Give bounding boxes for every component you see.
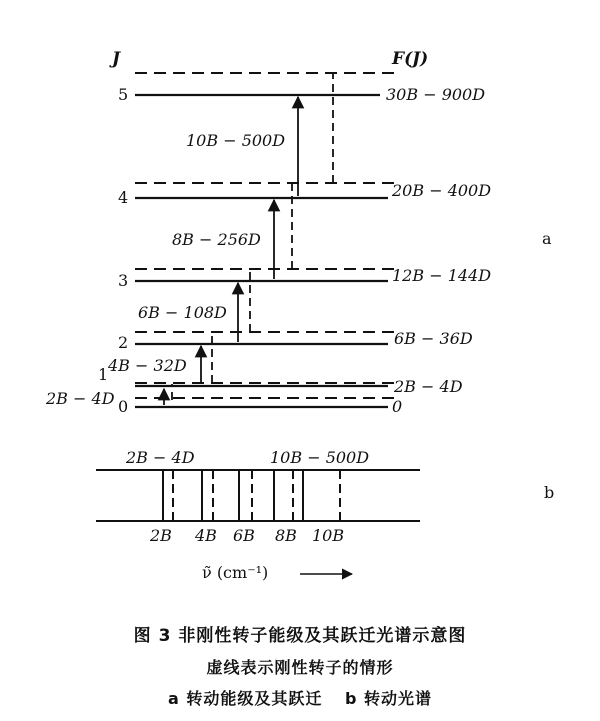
caption-legend-b: b 转动光谱	[344, 689, 432, 708]
caption-legend	[0, 686, 600, 709]
spectrum-top-left-label: 2B − 4D	[126, 448, 195, 467]
spectrum-panel	[96, 448, 420, 582]
spectrum-label-2b: 2B	[150, 526, 172, 545]
panel-a-label: a	[542, 229, 552, 248]
energy-label-1: 2B − 4D	[394, 377, 463, 396]
caption-note: 虚线表示刚性转子的情形	[206, 658, 394, 677]
spectrum-top-right-label: 10B − 500D	[270, 448, 370, 467]
spectrum-label-8b: 8B	[275, 526, 297, 545]
energy-label-2: 6B − 36D	[394, 329, 473, 348]
j-number-5: 5	[118, 85, 129, 104]
energy-label-5: 30B − 900D	[386, 85, 486, 104]
transition-label-0-1: 2B − 4D	[46, 389, 115, 408]
j-number-4: 4	[118, 188, 129, 207]
caption-legend-a: a 转动能级及其跃迁	[168, 689, 323, 708]
transition-label-1-2: 4B − 32D	[108, 356, 187, 375]
energy-label-0: 0	[392, 397, 403, 416]
transition-label-4-5: 10B − 500D	[186, 131, 286, 150]
transition-label-2-3: 6B − 108D	[138, 303, 227, 322]
spectrum-label-6b: 6B	[233, 526, 255, 545]
spectrum-lines-nonrigid	[163, 470, 303, 521]
f-axis-label: F(J)	[392, 49, 429, 69]
transition-label-3-4: 8B − 256D	[172, 230, 261, 249]
j-number-3: 3	[118, 271, 129, 290]
j-number-1: 1	[98, 365, 109, 384]
spectrum-axis-label: ν̃ (cm⁻¹)	[202, 563, 269, 582]
energy-label-4: 20B − 400D	[392, 181, 492, 200]
j-axis-label: J	[112, 49, 121, 69]
spectrum-lines-rigid	[173, 470, 340, 521]
spectrum-label-10b: 10B	[312, 526, 345, 545]
caption-title: 图 3 非刚性转子能级及其跃迁光谱示意图	[133, 626, 467, 646]
j-number-0: 0	[118, 397, 129, 416]
j-number-2: 2	[118, 333, 129, 352]
spectrum-label-4b: 4B	[195, 526, 217, 545]
energy-label-3: 12B − 144D	[392, 266, 492, 285]
panel-b-label: b	[544, 483, 555, 502]
